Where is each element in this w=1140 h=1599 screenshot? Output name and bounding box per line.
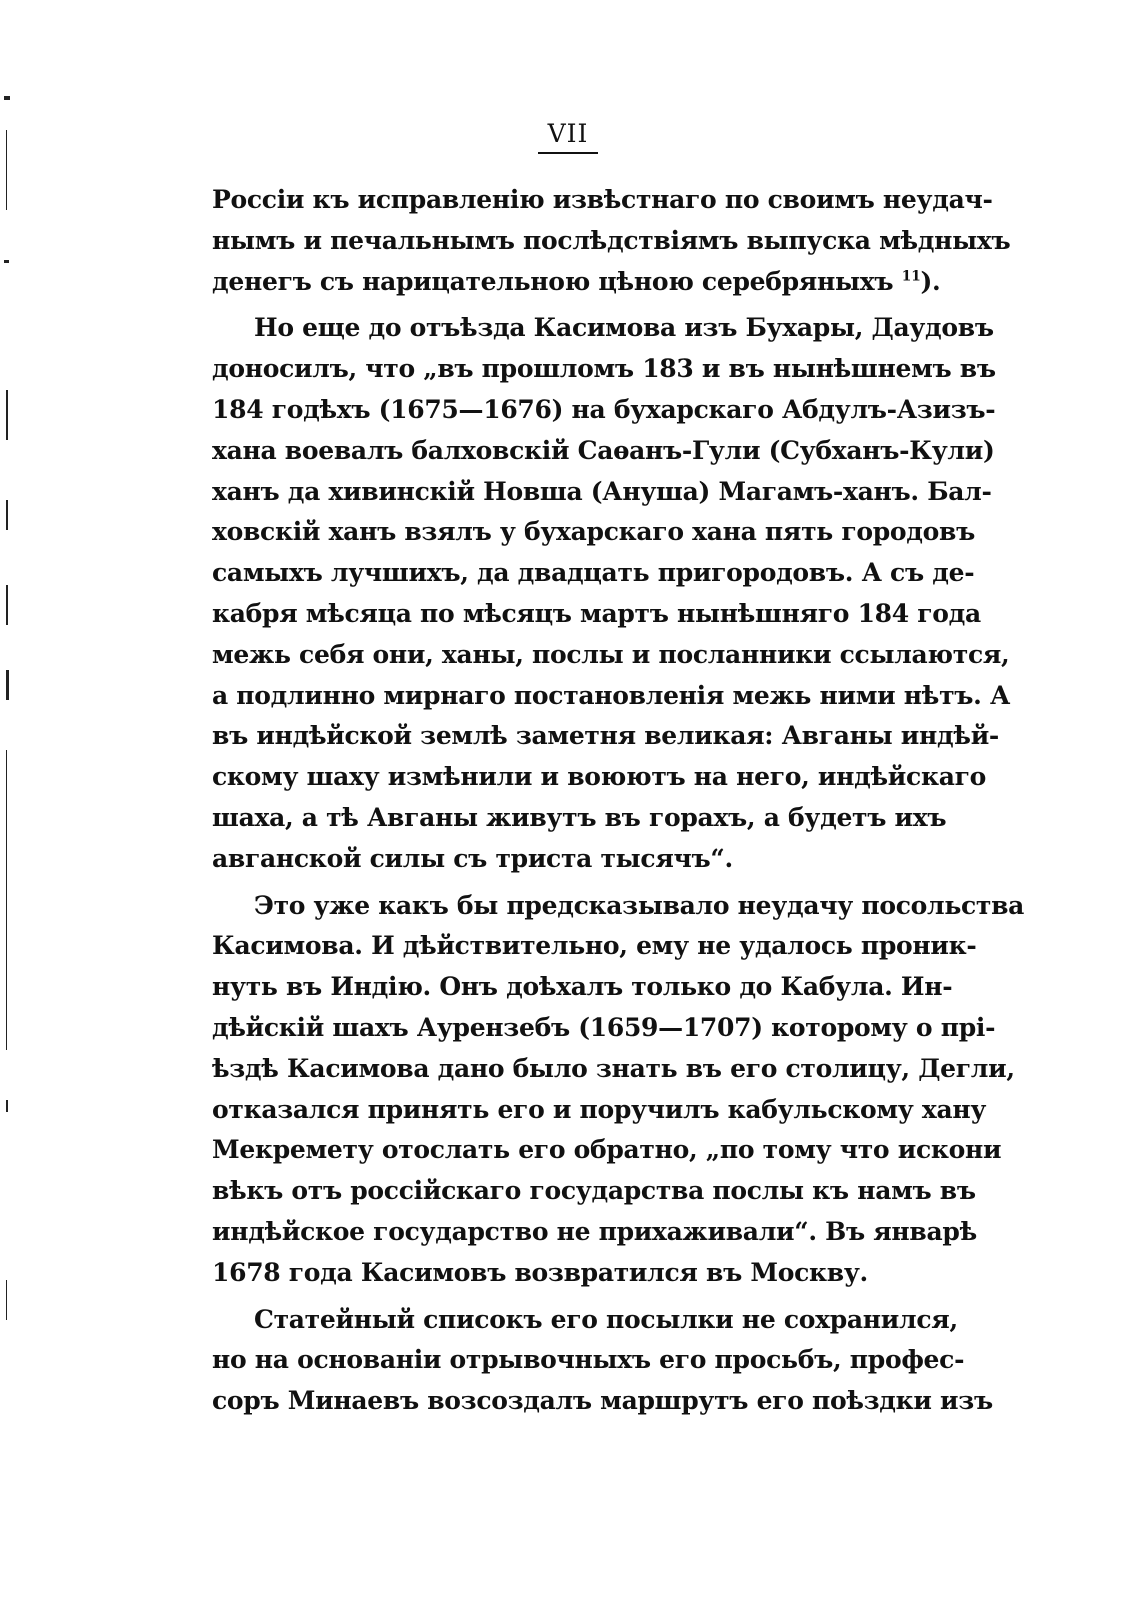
text-line: нымъ и печальнымъ послѣдствіямъ выпуска мѣдныхъ bbox=[212, 225, 1011, 255]
text-line: шаха, а тѣ Авганы живутъ въ горахъ, а будетъ ихъ bbox=[212, 802, 947, 832]
text-line-content: денегъ съ нарицательною цѣною серебряныхъ bbox=[212, 266, 894, 296]
scan-mark bbox=[4, 96, 10, 100]
scan-mark bbox=[4, 260, 9, 263]
footnote-closing: ). bbox=[920, 266, 941, 296]
scan-mark bbox=[6, 750, 7, 1050]
text-line: отказался принять его и поручилъ кабульскому хану bbox=[212, 1094, 987, 1124]
text-line bbox=[212, 262, 941, 303]
scan-mark bbox=[6, 585, 8, 625]
text-line: самыхъ лучшихъ, да двадцать пригородовъ. А съ де- bbox=[212, 558, 975, 588]
scan-mark bbox=[6, 1100, 8, 1112]
text-line: но на основаніи отрывочныхъ его просьбъ, профес- bbox=[212, 1345, 965, 1375]
text-line: авганской силы съ триста тысячъ“. bbox=[212, 843, 733, 873]
text-line: ханъ да хивинскій Новша (Ануша) Магамъ-ханъ. Бал- bbox=[212, 476, 992, 506]
text-line: Статейный списокъ его посылки не сохранился, bbox=[254, 1304, 958, 1334]
text-line: Это уже какъ бы предсказывало неудачу посольства bbox=[254, 890, 1025, 920]
scan-mark bbox=[6, 130, 7, 210]
text-line: нуть въ Индію. Онъ доѣхалъ только до Кабула. Ин- bbox=[212, 972, 953, 1002]
scan-mark bbox=[6, 390, 8, 440]
text-line: скому шаху измѣнили и воюютъ на него, индѣйскаго bbox=[212, 762, 986, 792]
text-line: въ индѣйской землѣ заметня великая: Авганы индѣй- bbox=[212, 721, 1000, 751]
text-line: хана воевалъ балховскій Саѳанъ-Гули (Субханъ-Кули) bbox=[212, 435, 995, 465]
text-line: 184 годѣхъ (1675—1676) на бухарскаго Абдулъ-Азизъ- bbox=[212, 394, 996, 424]
text-line: а подлинно мирнаго постановленія межь ними нѣтъ. А bbox=[212, 680, 1011, 710]
text-line: Мекремету отослать его обратно, „по тому что искони bbox=[212, 1135, 1002, 1165]
text-line: дѣйскій шахъ Аурензебъ (1659—1707) которому о прі- bbox=[212, 1012, 996, 1042]
text-line: Но еще до отъѣзда Касимова изъ Бухары, Даудовъ bbox=[254, 313, 994, 343]
text-line: индѣйское государство не прихаживали“. Въ январѣ bbox=[212, 1216, 977, 1246]
text-line: межь себя они, ханы, послы и посланники ссылаются, bbox=[212, 639, 1010, 669]
text-line: вѣкъ отъ россійскаго государства послы къ намъ въ bbox=[212, 1176, 976, 1206]
scan-mark bbox=[6, 500, 8, 530]
text-line: соръ Минаевъ возсоздалъ маршрутъ его поѣздки изъ bbox=[212, 1386, 993, 1416]
scan-edge-marks bbox=[0, 0, 20, 1599]
text-line: ховскій ханъ взялъ у бухарскаго хана пять городовъ bbox=[212, 517, 975, 547]
text-line: Касимова. И дѣйствительно, ему не удалось проник- bbox=[212, 931, 977, 961]
text-line: Россіи къ исправленію извѣстнаго по своимъ неудач- bbox=[212, 185, 993, 214]
text-line: кабря мѣсяца по мѣсяцъ мартъ нынѣшняго 184 года bbox=[212, 598, 981, 628]
scan-mark bbox=[6, 1280, 7, 1320]
page-number: VII bbox=[538, 116, 598, 154]
text-line: 1678 года Касимовъ возвратился въ Москву. bbox=[212, 1257, 868, 1287]
scan-mark bbox=[6, 670, 9, 700]
body-text bbox=[212, 180, 1025, 1422]
text-line: доносилъ, что „въ прошломъ 183 и въ нынѣшнемъ въ bbox=[212, 354, 996, 384]
text-line: ѣздѣ Касимова дано было знать въ его столицу, Дегли, bbox=[212, 1053, 1015, 1083]
footnote-reference: 11 bbox=[901, 268, 921, 285]
